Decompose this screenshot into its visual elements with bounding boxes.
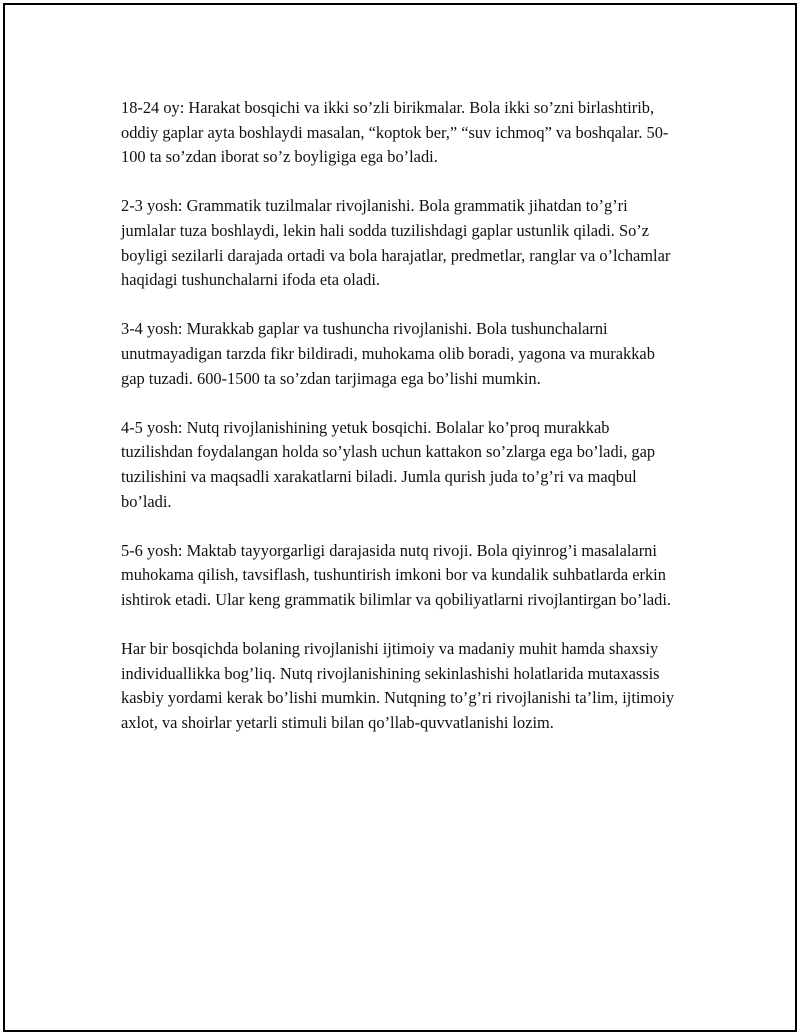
paragraph-3-4-years: 3-4 yosh: Murakkab gaplar va tushuncha rivojlanishi. Bola tushunchalarni unutmayadigan tarzda fikr bildiradi, muhokama olib boradi, yagona va murakkab gap tuzadi. 600-1500 ta so’zdan tarjimaga ega bo’lishi mumkin.	[121, 319, 655, 388]
paragraph-conclusion: Har bir bosqichda bolaning rivojlanishi ijtimoiy va madaniy muhit hamda shaxsiy individuallikka bog’liq. Nutq rivojlanishining sekinlashishi holatlarida mutaxassis kasbiy yordami kerak bo’lishi mumkin. Nutqning to’g’ri rivojlanishi ta’lim, ijtimoiy axlot, va shoirlar yetarli stimuli bilan qo’llab-quvvatlanishi lozim.	[121, 639, 675, 732]
page-frame	[3, 3, 797, 1032]
paragraph-2-3-years: 2-3 yosh: Grammatik tuzilmalar rivojlanishi. Bola grammatik jihatdan to’g’ri jumlalar tuza boshlaydi, lekin hali sodda tuzilishdagi gaplar ustunlik qiladi. So’z boyligi sezilarli darajada ortadi va bola harajatlar, predmetlar, ranglar va o’lchamlar haqidagi tushunchalarni ifoda eta oladi.	[121, 196, 671, 290]
paragraph-5-6-years: 5-6 yosh: Maktab tayyorgarligi darajasida nutq rivoji. Bola qiyinrog’i masalalarni muhokama qilish, tavsiflash, tushuntirish imkoni bor va kundalik suhbatlarda erkin ishtirok etadi. Ular keng grammatik bilimlar va qobiliyatlarni rivojlantirgan bo’ladi.	[121, 540, 672, 609]
document-body	[121, 96, 681, 760]
paragraph-4-5-years: 4-5 yosh: Nutq rivojlanishining yetuk bosqichi. Bolalar ko’proq murakkab tuzilishdan foydalangan holda so’ylash uchun kattakon so’zlarga ega bo’ladi, gap tuzilishini va maqsadli xarakatlarni biladi. Jumla qurish juda to’g’ri va maqbul bo’ladi.	[121, 417, 656, 511]
paragraph-18-24-months: 18-24 oy: Harakat bosqichi va ikki so’zli birikmalar. Bola ikki so’zni birlashtirib, oddiy gaplar ayta boshlaydi masalan, “koptok ber,” “suv ichmoq” va boshqalar. 50-100 ta so’zdan iborat so’z boyligiga ega bo’ladi.	[121, 98, 669, 167]
